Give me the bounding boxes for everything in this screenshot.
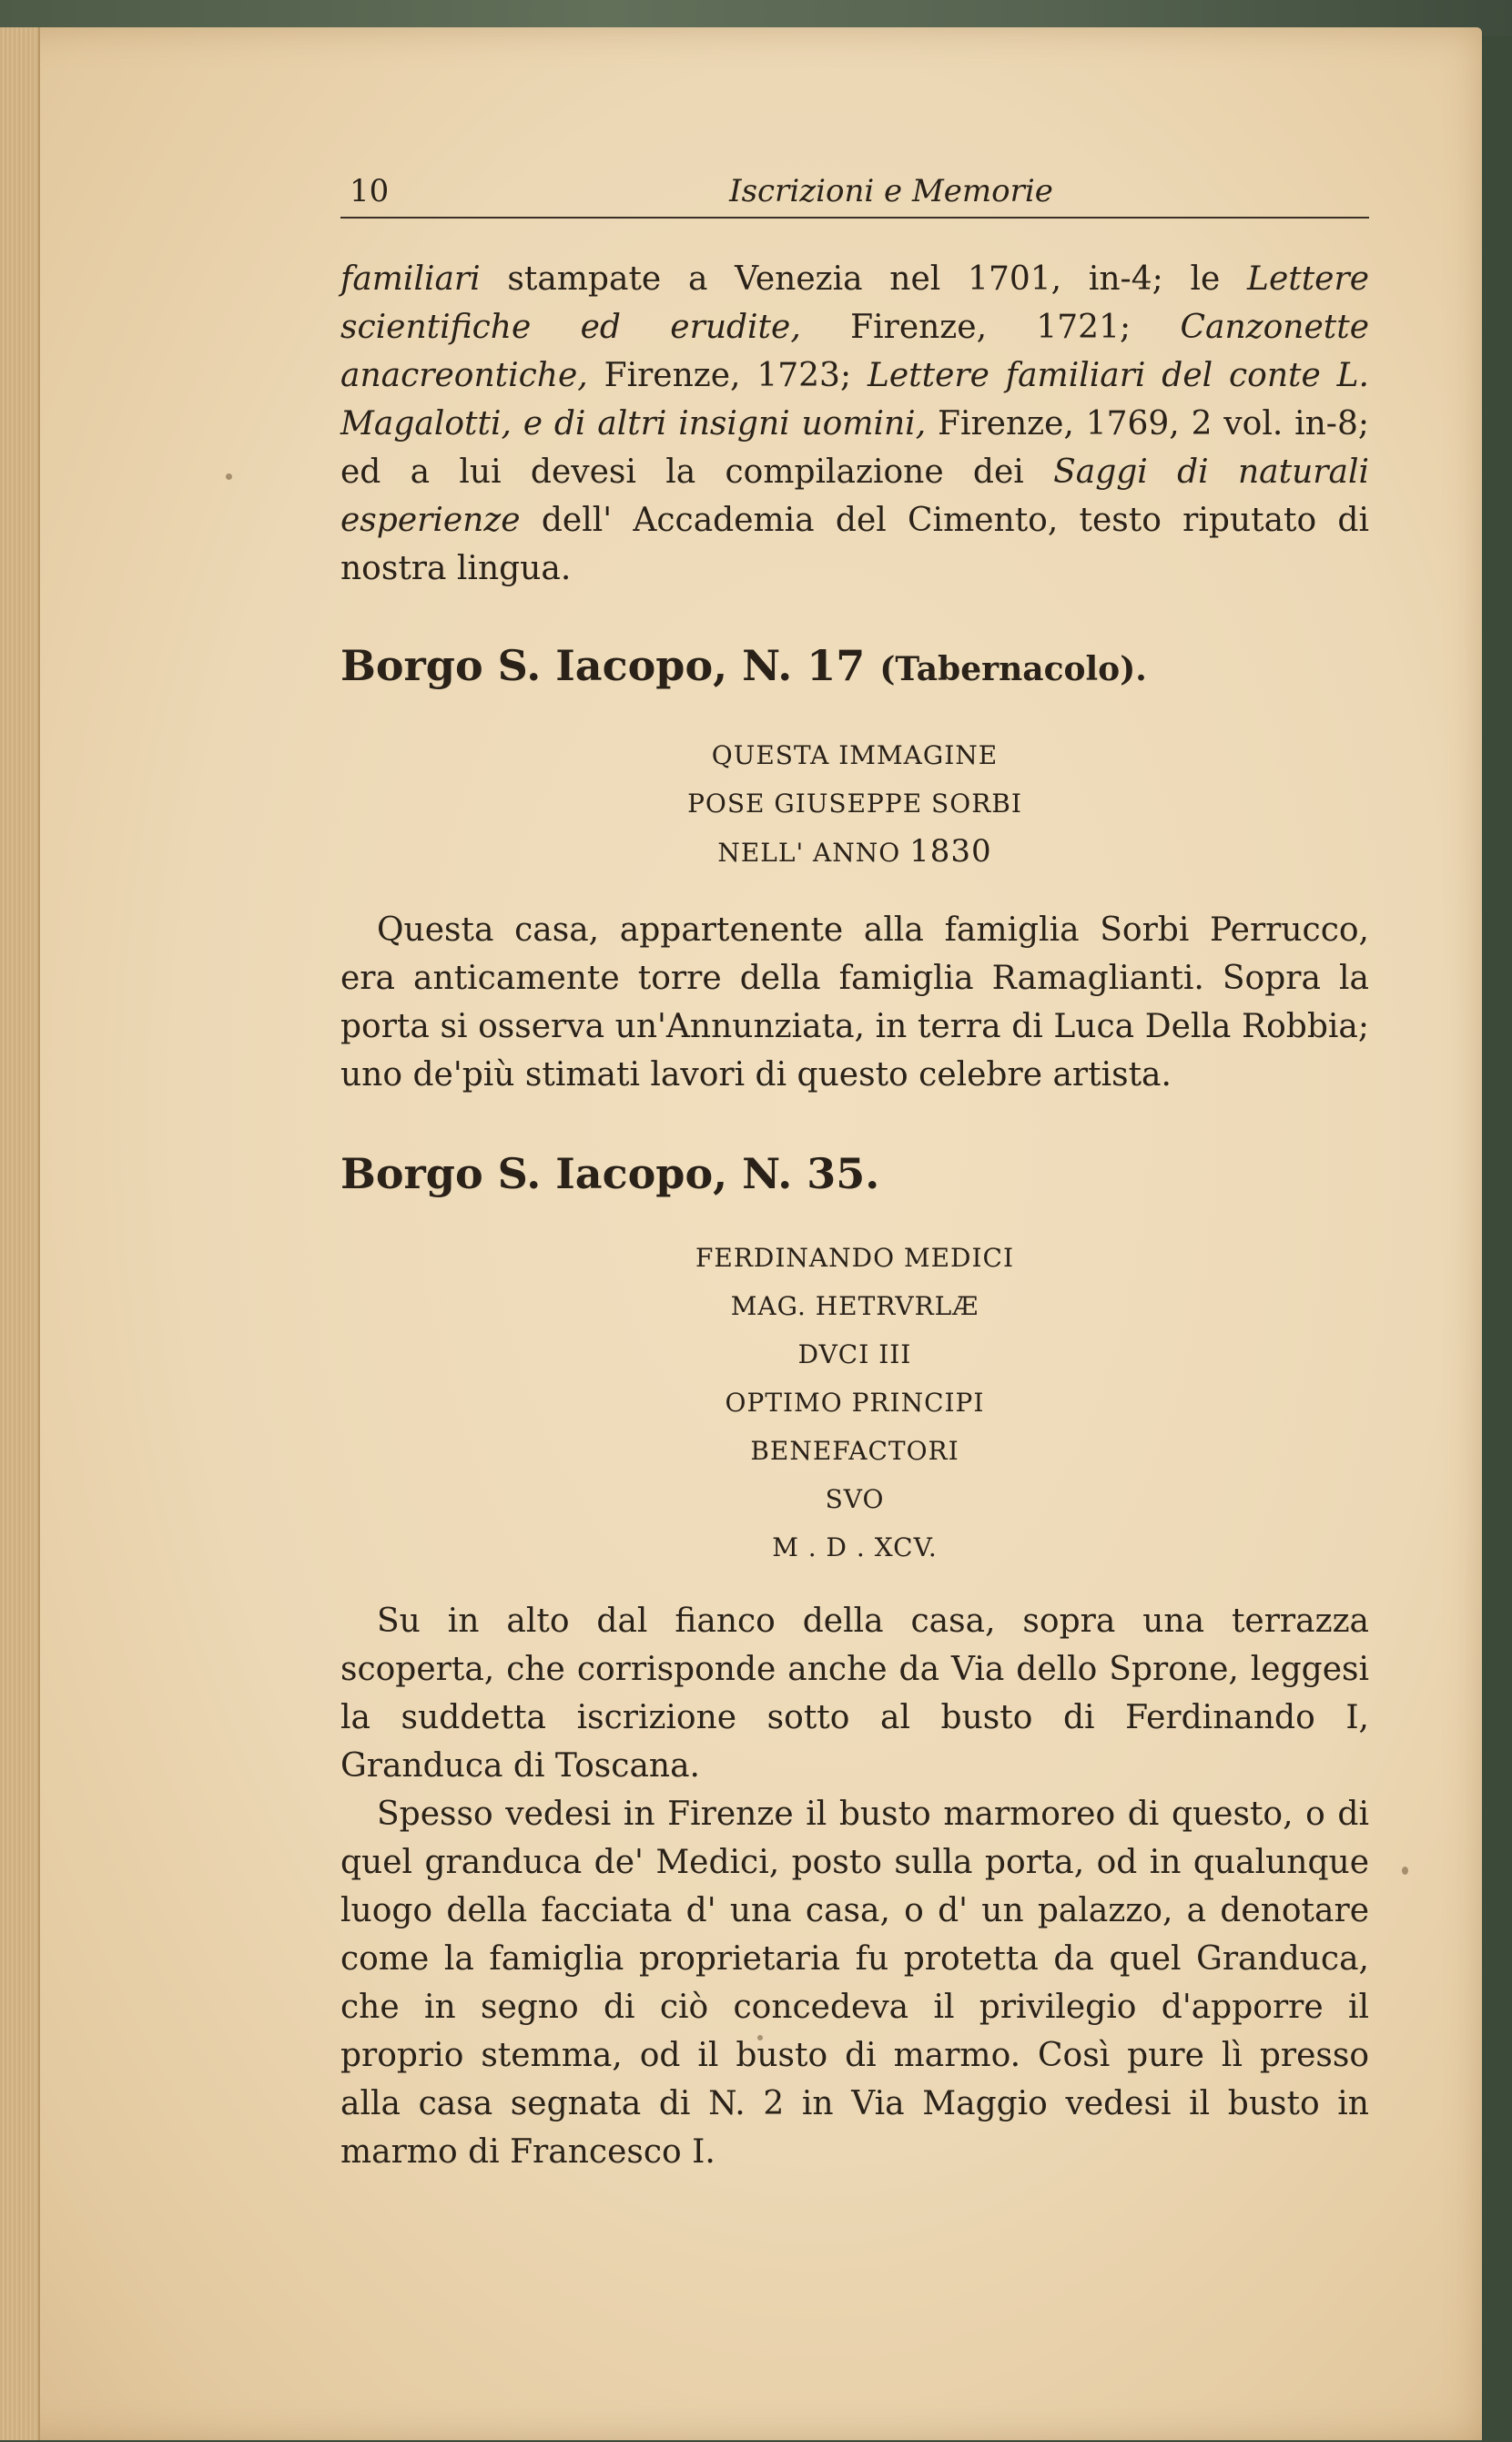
intro-text: stampate a Venezia nel 1701, in-4; le (480, 260, 1248, 298)
inscription-line: POSE GIUSEPPE SORBI (687, 789, 1022, 819)
paper-spot (226, 473, 232, 480)
intro-text: familiari (340, 260, 481, 298)
intro-text: Firenze, 1769, 2 vol. in-8; ed a lui devesi la compilazione dei (340, 405, 1369, 491)
intro-text: Firenze, 1721; (800, 309, 1181, 346)
inscription-line: SVO (825, 1484, 885, 1514)
inscription-line: OPTIMO PRINCIPI (725, 1388, 985, 1418)
paper-spot (1402, 1867, 1408, 1875)
section-2-body-1: Su in alto dal fianco della casa, sopra una terrazza scoperta, che corrisponde anche da Via dello Sprone, leggesi la suddetta iscrizione sotto al busto di Ferdinando I, Granduca di Toscana. (340, 1603, 1369, 1785)
inscription-text: NELL' ANNO (717, 838, 901, 868)
inscription-2 (340, 1234, 1369, 1572)
intro-text: Saggi di naturali esperienze (340, 453, 1369, 539)
running-title: Iscrizioni e Memorie (729, 173, 1053, 209)
intro-text: Canzonette anacreontiche, (340, 309, 1369, 394)
section-1-body: Questa casa, appartenente alla famiglia Sorbi Perrucco, era anticamente torre della famiglia Ramaglianti. Sopra la porta si osserva un'Annunziata, in terra di Luca Della Robbia; uno de'più stimati lavori di questo celebre artista. (340, 911, 1369, 1094)
inscription-line: DVCI III (797, 1339, 912, 1369)
inscription-line: FERDINANDO MEDICI (695, 1243, 1015, 1273)
page-number: 10 (350, 173, 390, 209)
inscription-line (340, 828, 1369, 877)
intro-text: Firenze, 1723; (587, 357, 868, 394)
section-heading-1 (340, 638, 1369, 697)
heading-note: (Tabernacolo). (879, 650, 1147, 688)
page-content (340, 164, 1369, 2176)
inscription-line: M . D . XCV. (772, 1532, 938, 1562)
inscription-line: BENEFACTORI (750, 1436, 959, 1466)
page-header (340, 164, 1369, 219)
inscription-line: MAG. HETRVRLÆ (730, 1291, 979, 1321)
inscription-line: QUESTA IMMAGINE (711, 740, 999, 770)
intro-text: Lettere familiari del conte L. Magalotti, e di altri insigni uomini, (340, 357, 1369, 443)
inscription-year: 1830 (909, 833, 992, 870)
intro-paragraph (340, 255, 1369, 593)
intro-text: Lettere scientifiche ed erudite, (340, 260, 1369, 346)
inscription-1 (340, 731, 1369, 877)
page-edges (0, 27, 40, 2440)
heading-text: Borgo S. Iacopo, N. 17 (340, 641, 866, 690)
section-2-body-2: Spesso vedesi in Firenze il busto marmoreo di questo, o di quel granduca de' Medici, posto sulla porta, od in qualunque luogo della facciata d' una casa, o d' un palazzo, a denotare come la famiglia proprietaria fu protetta da quel Granduca, che in segno di ciò concedeva il privilegio d'apporre il proprio stemma, od il busto di marmo. Così pure lì presso alla casa segnata di N. 2 in Via Maggio vedesi il busto in marmo di Francesco I. (340, 1796, 1369, 2171)
section-heading-2: Borgo S. Iacopo, N. 35. (340, 1149, 880, 1198)
intro-text: dell' Accademia del Cimento, testo riputato di nostra lingua. (340, 502, 1369, 587)
